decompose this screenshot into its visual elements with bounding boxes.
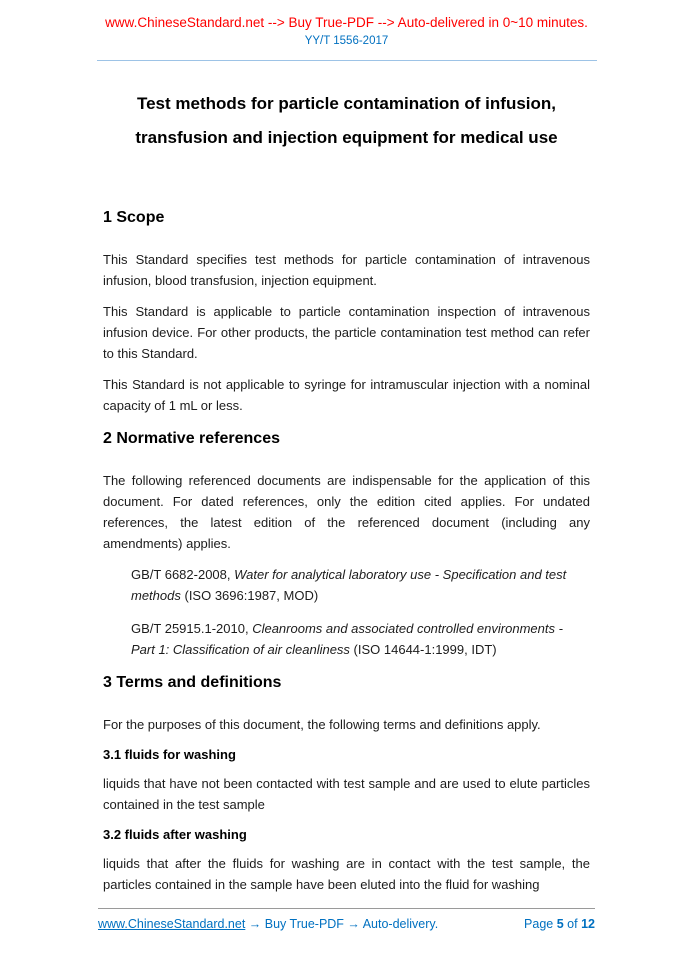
footer-site-link[interactable]: www.ChineseStandard.net [98,917,246,931]
section-heading-normative-references: 2 Normative references [103,430,280,447]
reference-item-1 [103,564,590,606]
reference-item-2 [103,618,590,660]
term-3-1-heading: 3.1 fluids for washing [103,747,236,762]
promo-banner-link[interactable]: www.ChineseStandard.net --> Buy True-PDF --> Auto-delivered in 0~10 minutes. [105,15,588,30]
footer-divider [98,908,595,909]
page-total-number: 12 [581,917,595,931]
normative-intro-paragraph: The following referenced documents are indispensable for the application of this document. For dated references, only the edition cited applies. For undated references, the latest edition of the referenced document (including any amendments) applies. [103,473,590,551]
document-title [103,87,590,155]
section-heading-terms-definitions: 3 Terms and definitions [103,674,282,691]
term-3-1-definition: liquids that have not been contacted with test sample and are used to elute particles contained in the test sample [103,776,590,812]
section-heading-scope: 1 Scope [103,209,165,226]
page-of-label: of [567,917,578,931]
footer-row [98,916,595,932]
reference-1-title: Water for analytical laboratory use - Specification and test methods [131,567,567,603]
footer-promo [98,916,438,932]
page-header [0,0,693,61]
page-indicator [524,916,595,932]
terms-intro-paragraph: For the purposes of this document, the following terms and definitions apply. [103,717,541,732]
reference-1-iso: (ISO 3696:1987, MOD) [180,588,319,603]
scope-paragraph-1: This Standard specifies test methods for particle contamination of intravenous infusion, blood transfusion, injection equipment. [103,252,590,288]
reference-2-code: GB/T 25915.1-2010, [131,621,253,636]
page-current-number: 5 [556,917,564,931]
term-3-2-heading: 3.2 fluids after washing [103,827,247,842]
title-line-1: Test methods for particle contamination of infusion, [136,94,557,113]
scope-paragraph-2: This Standard is applicable to particle contamination inspection of intravenous infusion device. For other products, the particle contamination test method can refer to this Standard. [103,304,590,361]
term-3-2-definition: liquids that after the fluids for washing are in contact with the test sample, the particles contained in the sample have been eluted into the fluid for washing [103,856,590,892]
footer-promo-text: → Buy True-PDF → Auto-delivery. [245,917,439,931]
reference-2-title: Cleanrooms and associated controlled environments - Part 1: Classification of air cleanliness [131,621,563,657]
title-line-2: transfusion and injection equipment for medical use [135,128,558,147]
document-body [103,87,590,895]
page-label: Page [524,917,554,931]
reference-1-code: GB/T 6682-2008, [131,567,235,582]
scope-paragraph-3: This Standard is not applicable to syringe for intramuscular injection with a nominal capacity of 1 mL or less. [103,377,590,413]
standard-code: YY/T 1556-2017 [304,35,389,47]
reference-2-iso: (ISO 14644-1:1999, IDT) [349,642,497,657]
page-footer [98,908,595,932]
header-divider [97,60,597,61]
